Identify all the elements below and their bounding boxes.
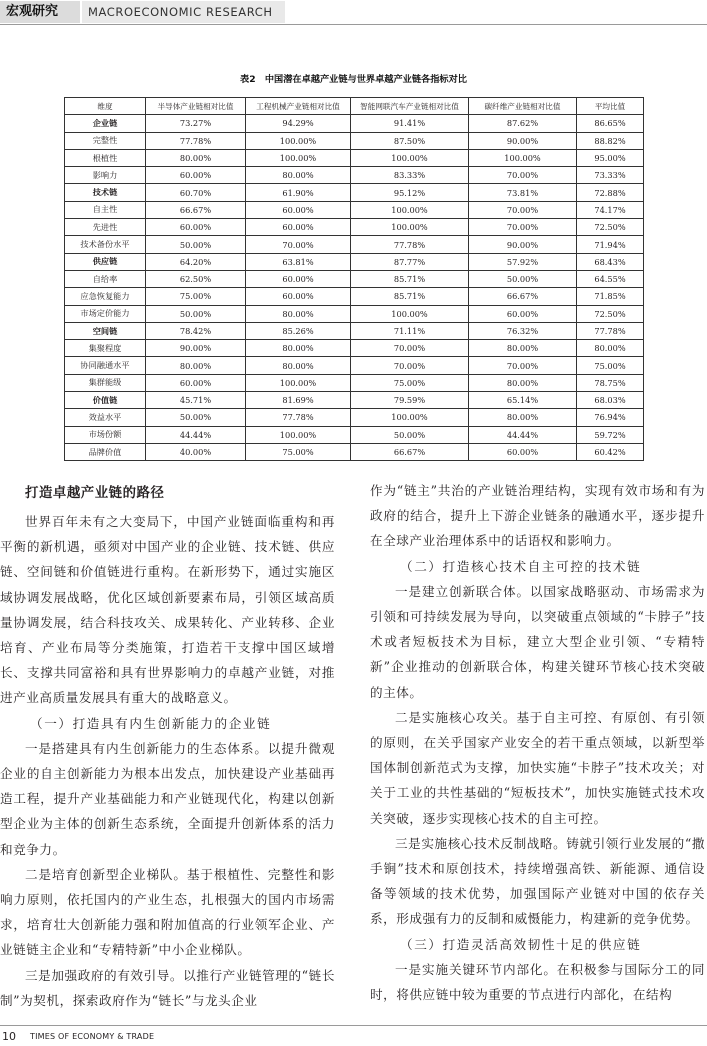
value-cell: 60.00% [246,219,351,236]
value-cell: 80.00% [469,374,577,391]
page-footer [0,1025,707,1046]
dimension-cell: 品牌价值 [65,443,146,460]
value-cell: 73.27% [146,115,246,132]
value-cell: 65.14% [469,392,577,409]
value-cell: 68.03% [577,392,644,409]
value-cell: 71.11% [351,322,469,339]
value-cell: 59.72% [577,426,644,443]
value-cell: 80.00% [146,357,246,374]
value-cell: 60.00% [146,167,246,184]
value-cell: 100.00% [351,149,469,166]
value-cell: 80.00% [246,357,351,374]
table-row [65,409,644,426]
dimension-cell: 集群能级 [65,374,146,391]
value-cell: 70.00% [469,167,577,184]
value-cell: 66.67% [146,201,246,218]
value-cell: 100.00% [469,149,577,166]
dimension-cell: 协同融通水平 [65,357,146,374]
value-cell: 66.67% [469,288,577,305]
value-cell: 81.69% [246,392,351,409]
value-cell: 60.00% [469,443,577,460]
paragraph: 一是搭建具有内生创新能力的生态体系。以提升微观企业的自主创新能力为根本出发点，加快建设产业基础再造工程，提升产业基础能力和产业链现代化，构建以创新型企业为主体的创新生态系统，全面提升创新体系的活力和竞争力。 [0,740,335,857]
value-cell: 90.00% [146,340,246,357]
article-column-left [0,478,335,1013]
paragraph: 世界百年未有之大变局下，中国产业链面临重构和再平衡的新机遇，亟须对中国产业的企业链、技术链、供应链、空间链和价值链进行重构。在新形势下，通过实施区域协调发展战略，优化区域创新要素布局，引领区域高质量协调发展，结合科技攻关、成果转化、产业转移、企业培育、产业布局等分类施策，打造若干支撑中国区域增长、支撑共同富裕和具有世界影响力的卓越产业链，对推进产业高质量发展具有重大的战略意义。 [0,514,335,706]
column-header: 碳纤维产业链相对比值 [469,98,577,115]
value-cell: 60.00% [246,288,351,305]
value-cell: 73.33% [577,167,644,184]
paragraph: 作为“链主”共治的产业链治理结构，实现有效市场和有为政府的结合，提升上下游企业链条的融通水平，逐步提升在全球产业治理体系中的话语权和影响力。 [370,483,705,549]
value-cell: 60.42% [577,443,644,460]
value-cell: 40.00% [146,443,246,460]
dimension-cell: 先进性 [65,219,146,236]
dimension-cell: 自给率 [65,270,146,287]
dimension-cell: 供应链 [65,253,146,270]
section-label-en: MACROECONOMIC RESEARCH [82,1,285,23]
value-cell: 85.71% [351,288,469,305]
value-cell: 75.00% [351,374,469,391]
value-cell: 62.50% [146,270,246,287]
table-row [65,149,644,166]
value-cell: 72.50% [577,305,644,322]
value-cell: 90.00% [469,236,577,253]
value-cell: 60.00% [246,270,351,287]
subsection-heading: （二）打造核心技术自主可控的技术链 [400,558,642,574]
page-number: 10 [2,1030,16,1043]
value-cell: 57.92% [469,253,577,270]
header-divider [0,24,707,25]
value-cell: 77.78% [246,409,351,426]
column-header: 半导体产业链相对比值 [146,98,246,115]
column-header: 智能网联汽车产业链相对比值 [351,98,469,115]
value-cell: 70.00% [246,236,351,253]
value-cell: 80.00% [246,305,351,322]
value-cell: 100.00% [246,374,351,391]
value-cell: 80.00% [469,340,577,357]
article-column-right [370,478,705,1007]
value-cell: 50.00% [469,270,577,287]
table-caption: 表2 中国潜在卓越产业链与世界卓越产业链各指标对比 [240,74,467,85]
dimension-cell: 自主性 [65,201,146,218]
table-row [65,374,644,391]
value-cell: 79.59% [351,392,469,409]
value-cell: 70.00% [351,357,469,374]
value-cell: 100.00% [351,305,469,322]
table-row [65,426,644,443]
publication-name: TIMES OF ECONOMY & TRADE [30,1032,155,1041]
section-label: 宏观研究 [0,1,80,23]
value-cell: 60.00% [146,219,246,236]
table-row [65,167,644,184]
value-cell: 64.20% [146,253,246,270]
value-cell: 100.00% [351,409,469,426]
value-cell: 68.43% [577,253,644,270]
paragraph: 一是实施关键环节内部化。在积极参与国际分工的同时，将供应链中较为重要的节点进行内部化，在结构 [370,961,705,1003]
value-cell: 100.00% [351,219,469,236]
table-header-row [65,98,644,115]
value-cell: 83.33% [351,167,469,184]
column-header: 维度 [65,98,146,115]
table-row [65,270,644,287]
value-cell: 95.00% [577,149,644,166]
value-cell: 100.00% [246,132,351,149]
table-category-row [65,184,644,201]
dimension-cell: 企业链 [65,115,146,132]
value-cell: 78.75% [577,374,644,391]
value-cell: 70.00% [469,201,577,218]
value-cell: 85.26% [246,322,351,339]
value-cell: 70.00% [351,340,469,357]
value-cell: 91.41% [351,115,469,132]
value-cell: 100.00% [351,201,469,218]
dimension-cell: 效益水平 [65,409,146,426]
value-cell: 70.00% [469,357,577,374]
value-cell: 95.12% [351,184,469,201]
table-row [65,305,644,322]
value-cell: 88.82% [577,132,644,149]
dimension-cell: 市场定价能力 [65,305,146,322]
value-cell: 100.00% [246,149,351,166]
value-cell: 86.65% [577,115,644,132]
table-row [65,357,644,374]
table-row [65,340,644,357]
value-cell: 70.00% [469,219,577,236]
table-category-row [65,322,644,339]
column-header: 工程机械产业链相对比值 [246,98,351,115]
value-cell: 63.81% [246,253,351,270]
dimension-cell: 影响力 [65,167,146,184]
dimension-cell: 根植性 [65,149,146,166]
value-cell: 50.00% [146,409,246,426]
value-cell: 94.29% [246,115,351,132]
table-row [65,201,644,218]
section-heading: 打造卓越产业链的路径 [25,486,165,501]
column-header: 平均比值 [577,98,644,115]
value-cell: 80.00% [469,409,577,426]
value-cell: 85.71% [351,270,469,287]
value-cell: 50.00% [146,305,246,322]
value-cell: 76.94% [577,409,644,426]
table-category-row [65,253,644,270]
value-cell: 73.81% [469,184,577,201]
subsection-heading: （一）打造具有内生创新能力的企业链 [30,715,272,731]
table-row [65,288,644,305]
value-cell: 60.00% [146,374,246,391]
dimension-cell: 空间链 [65,322,146,339]
value-cell: 44.44% [469,426,577,443]
value-cell: 71.85% [577,288,644,305]
value-cell: 45.71% [146,392,246,409]
value-cell: 75.00% [577,357,644,374]
value-cell: 87.50% [351,132,469,149]
paragraph: 二是培育创新型企业梯队。基于根植性、完整性和影响力原则，依托国内的产业生态，扎根强大的国内市场需求，培育壮大创新能力强和附加值高的行业领军企业、产业链链主企业和“专精特新”中小企业梯队。 [0,866,335,958]
table-category-row [65,115,644,132]
value-cell: 50.00% [351,426,469,443]
paragraph: 二是实施核心攻关。基于自主可控、有原创、有引领的原则，在关乎国家产业安全的若干重点领域，以新型举国体制创新范式为支撑，加快实施“卡脖子”技术攻关；对关于工业的共性基础的“短板技术”，加快实施链式技术攻关突破，逐步实现核心技术的自主可控。 [370,709,705,826]
dimension-cell: 完整性 [65,132,146,149]
value-cell: 50.00% [146,236,246,253]
table-body [65,115,644,461]
value-cell: 80.00% [146,149,246,166]
subsection-heading: （三）打造灵活高效韧性十足的供应链 [400,936,642,952]
value-cell: 44.44% [146,426,246,443]
value-cell: 76.32% [469,322,577,339]
comparison-table [64,97,644,461]
value-cell: 66.67% [351,443,469,460]
value-cell: 77.78% [351,236,469,253]
table-row [65,132,644,149]
value-cell: 87.62% [469,115,577,132]
value-cell: 60.70% [146,184,246,201]
value-cell: 71.94% [577,236,644,253]
value-cell: 77.78% [577,322,644,339]
value-cell: 80.00% [246,340,351,357]
dimension-cell: 技术备份水平 [65,236,146,253]
value-cell: 64.55% [577,270,644,287]
paragraph: 三是加强政府的有效引导。以推行产业链管理的“链长制”为契机，探索政府作为“链长”与龙头企业 [0,967,335,1008]
table-row [65,443,644,460]
dimension-cell: 技术链 [65,184,146,201]
table-category-row [65,392,644,409]
value-cell: 60.00% [246,201,351,218]
value-cell: 75.00% [146,288,246,305]
table-row [65,236,644,253]
value-cell: 60.00% [469,305,577,322]
value-cell: 80.00% [577,340,644,357]
value-cell: 78.42% [146,322,246,339]
dimension-cell: 集聚程度 [65,340,146,357]
page-header [0,0,707,26]
value-cell: 61.90% [246,184,351,201]
value-cell: 90.00% [469,132,577,149]
value-cell: 77.78% [146,132,246,149]
value-cell: 74.17% [577,201,644,218]
footer-divider [0,1025,707,1026]
value-cell: 80.00% [246,167,351,184]
value-cell: 100.00% [246,426,351,443]
paragraph: 一是建立创新联合体。以国家战略驱动、市场需求为引领和可持续发展为导向，以突破重点领域的“卡脖子”技术或者短板技术为目标，建立大型企业引领、“专精特新”企业推动的创新联合体，构建关键环节核心技术突破的主体。 [370,583,705,700]
dimension-cell: 应急恢复能力 [65,288,146,305]
value-cell: 72.88% [577,184,644,201]
dimension-cell: 市场份额 [65,426,146,443]
paragraph: 三是实施核心技术反制战略。铸就引领行业发展的“撒手锏”技术和原创技术，持续增强高铁、新能源、通信设备等领域的技术优势，加强国际产业链对中国的依存关系，形成强有力的反制和威慑能力，构建新的竞争优势。 [370,835,705,927]
dimension-cell: 价值链 [65,392,146,409]
value-cell: 72.50% [577,219,644,236]
table-row [65,219,644,236]
value-cell: 75.00% [246,443,351,460]
value-cell: 87.77% [351,253,469,270]
